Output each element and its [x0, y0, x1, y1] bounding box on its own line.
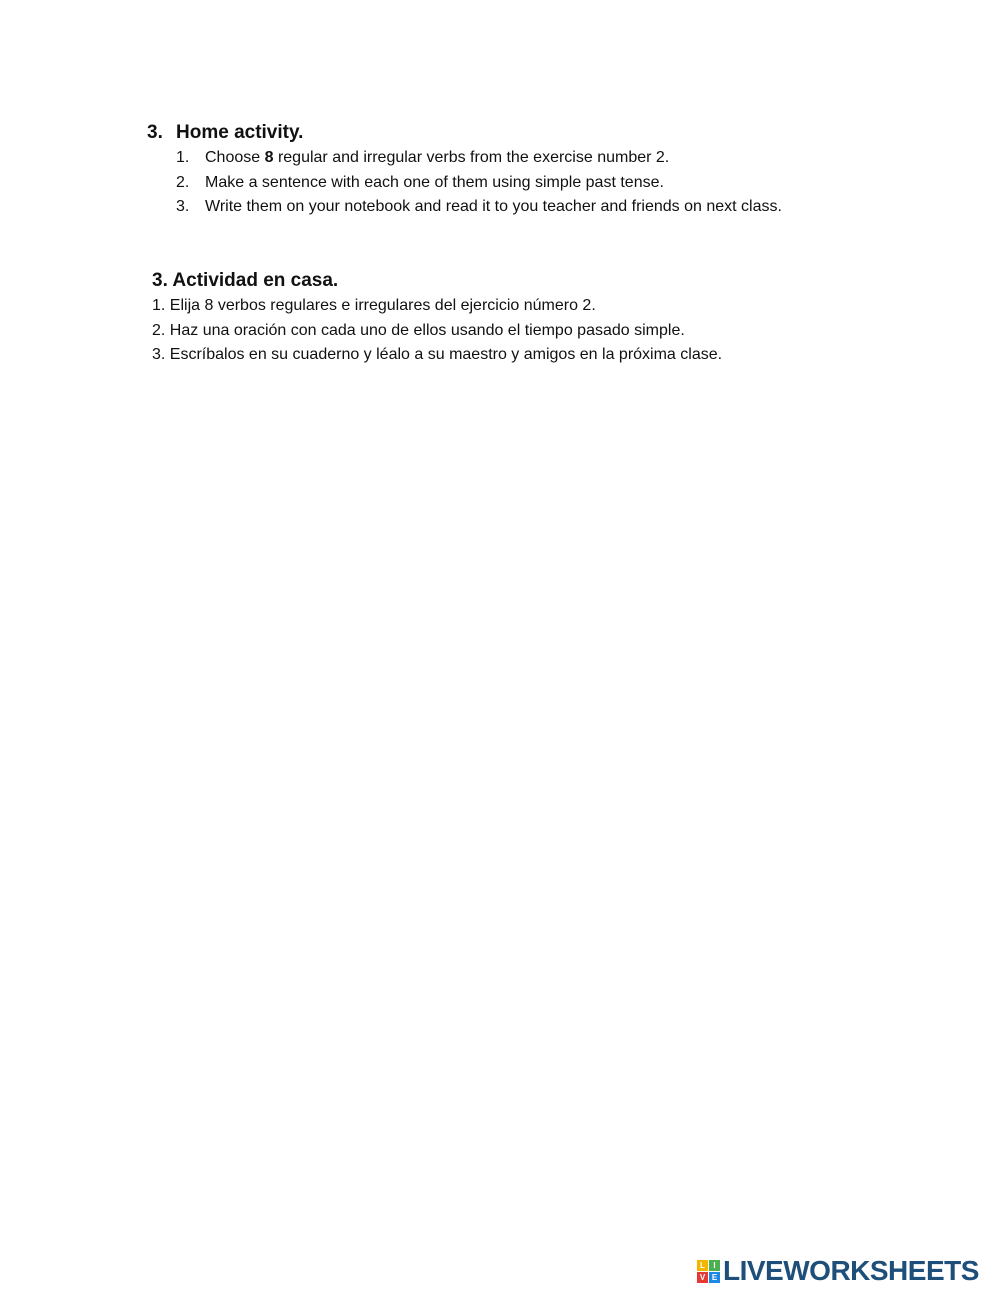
list-item: 1. Elija 8 verbos regulares e irregulares del ejercicio número 2.: [152, 297, 596, 314]
heading-text: Home activity.: [176, 122, 304, 143]
logo-blocks-icon: [697, 1260, 720, 1283]
list-item: [0, 146, 1000, 171]
list-item-bold-number: 8: [264, 149, 274, 166]
heading-number: 3.: [147, 122, 163, 143]
list-item: 2. Haz una oración con cada uno de ellos usando el tiempo pasado simple.: [152, 321, 685, 339]
list-item-text: Make a sentence with each one of them using simple past tense.: [205, 173, 664, 191]
home-activity-heading: [0, 120, 1000, 146]
list-item-text: Choose: [205, 149, 265, 166]
list-item-text: Write them on your notebook and read it to you teacher and friends on next class.: [205, 198, 782, 215]
actividad-en-casa-section: [0, 268, 1000, 368]
list-item: 3. Escríbalos en su cuaderno y léalo a su maestro y amigos en la próxima clase.: [152, 346, 723, 363]
list-item-number: 3.: [176, 198, 190, 215]
logo-text: LIVEWORKSHEETS: [723, 1255, 979, 1286]
list-item-text: regular and irregular verbs from the exercise number 2.: [273, 149, 670, 166]
list-item-number: 2.: [176, 173, 190, 191]
home-activity-section: [0, 120, 1000, 220]
logo-block: I: [709, 1260, 720, 1271]
list-item-number: 1.: [176, 149, 190, 166]
logo-block: E: [709, 1272, 720, 1283]
list-item: [0, 195, 1000, 220]
list-item: [0, 171, 1000, 196]
logo-block: V: [697, 1272, 708, 1283]
liveworksheets-logo: [697, 1254, 979, 1288]
actividad-heading: 3. Actividad en casa.: [152, 270, 339, 291]
logo-block: L: [697, 1260, 708, 1271]
